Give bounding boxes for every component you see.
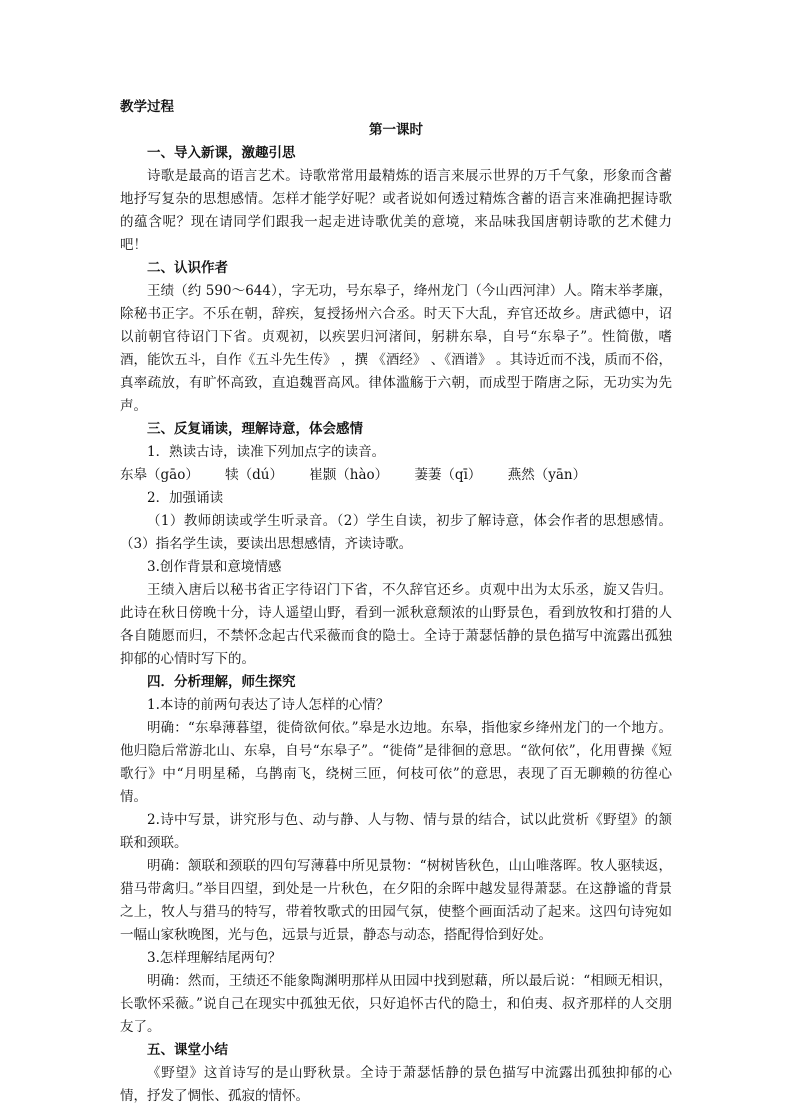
answer-3: 明确：然而，王绩还不能象陶渊明那样从田园中找到慰藉，所以最后说：“相顾无相识，长歌怀采薇。”说自己在现实中孤独无依，只好追怀古代的隐士，和伯夷、叔齐那样的人交朋友了。 bbox=[120, 973, 672, 1035]
section-1-body: 诗歌是最高的语言艺术。诗歌常常用最精炼的语言来展示世界的万千气象，形象而含蓄地抒写复杂的思想感情。怎样才能学好呢？或者说如何透过精炼含蓄的语言来准确把握诗歌的蕴含呢？现在请同学们跟我一起走进诗歌优美的意境，来品味我国唐朝诗歌的艺术健力吧！ bbox=[120, 168, 672, 253]
pronunciation-item: 燕然（yān） bbox=[507, 467, 587, 483]
section-1-title: 一、导入新课，激趣引思 bbox=[147, 145, 296, 161]
question-1: 1.本诗的前两句表达了诗人怎样的心情？ bbox=[147, 697, 390, 713]
question-2: 2.诗中写景，讲究形与色、动与静、人与物、情与景的结合，试以此赏析《野望》的颔联和颈联。 bbox=[120, 812, 672, 851]
section-3-item-1: 1．熟读古诗，读准下列加点字的读音。 bbox=[147, 444, 386, 460]
section-3-item-3-body: 王绩入唐后以秘书省正字待诏门下省，不久辞官还乡。贞观中出为太乐丞，旋又告归。此诗在秋日傍晚十分，诗人遥望山野，看到一派秋意颓浓的山野景色，看到放牧和打猎的人各自随愿而归，不禁怀念起古代采薇而食的隐士。全诗于萧瑟恬静的景色描写中流露出孤独抑郁的心情时写下的。 bbox=[120, 582, 672, 667]
question-3: 3.怎样理解结尾两句？ bbox=[147, 950, 282, 966]
document-page bbox=[120, 96, 672, 1108]
pronunciation-list bbox=[120, 464, 672, 487]
section-3-item-3: 3.创作背景和意境情感 bbox=[147, 559, 282, 575]
header-label: 教学过程 bbox=[120, 99, 174, 115]
section-3-item-2: 2．加强诵读 bbox=[147, 490, 224, 506]
answer-2: 明确：颔联和颈联的四句写薄暮中所见景物：“树树皆秋色，山山唯落晖。牧人驱犊返，猎马带禽归。”举目四望，到处是一片秋色，在夕阳的余晖中越发显得萧瑟。在这静谧的背景之上，牧人与猎马的特写，带着牧歌式的田园气氛，使整个画面活动了起来。这四句诗宛如一幅山家秋晚图，光与色，远景与近景，静态与动态，搭配得恰到好处。 bbox=[120, 858, 672, 943]
pronunciation-item: 崔颢（hào） bbox=[309, 467, 389, 483]
section-2-title: 二、认识作者 bbox=[147, 260, 228, 276]
section-5-title: 五、课堂小结 bbox=[147, 1042, 228, 1058]
section-2-body: 王绩（约 590～644），字无功，号东皋子，绛州龙门（今山西河津）人。隋末举孝廉，除秘书正字。不乐在朝，辞疾，复授扬州六合丞。时天下大乱，弃官还故乡。唐武德中，诏以前朝官待诏门下省。贞观初，以疾罢归河渚间，躬耕东皋，自号“东皋子”。性简傲，嗜酒，能饮五斗，自作《五斗先生传》 ，撰 《酒经》 、《酒谱》 。其诗近而不浅，质而不俗，真率疏放，有旷怀高致，直追魏晋高风。律体滥觞于六朝，而成型于隋唐之际，无功实为先声。 bbox=[120, 283, 672, 414]
section-5-body: 《野望》这首诗写的是山野秋景。全诗于萧瑟恬静的景色描写中流露出孤独抑郁的心情，抒发了惆怅、孤寂的情怀。 bbox=[120, 1065, 672, 1104]
section-3-item-2-body: （1）教师朗读或学生听录音。（2）学生自读，初步了解诗意，体会作者的思想感情。（3）指名学生读，要读出思想感情，齐读诗歌。 bbox=[120, 513, 672, 552]
lesson-title: 第一课时 bbox=[369, 122, 423, 138]
section-4-title: 四．分析理解，师生探究 bbox=[147, 674, 296, 690]
pronunciation-item: 东皋（gāo） bbox=[120, 467, 199, 483]
pronunciation-item: 萋萋（qī） bbox=[414, 467, 482, 483]
section-3-title: 三、反复诵读，理解诗意，体会感情 bbox=[147, 421, 363, 437]
answer-1: 明确：“东皋薄暮望，徙倚欲何依。”皋是水边地。东皋，指他家乡绛州龙门的一个地方。他归隐后常游北山、东皋，自号“东皋子”。“徙倚”是徘徊的意思。“欲何依”，化用曹操《短歌行》中“月明星稀，乌鹊南飞，绕树三匝，何枝可依”的意思，表现了百无聊赖的彷徨心情。 bbox=[120, 720, 672, 805]
pronunciation-item: 犊（dú） bbox=[225, 467, 283, 483]
